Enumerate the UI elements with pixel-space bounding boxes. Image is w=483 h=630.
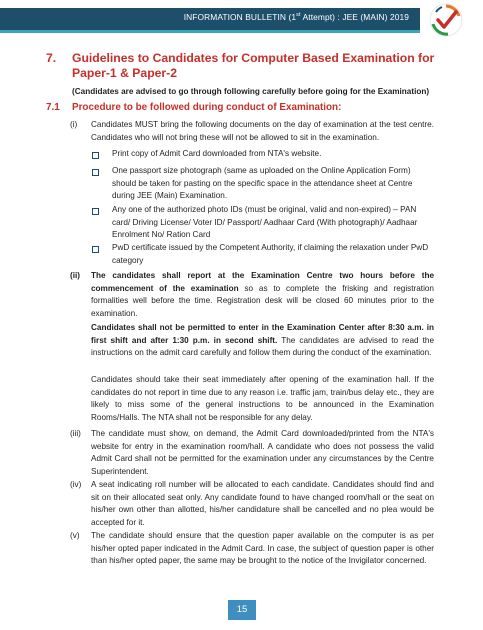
item-number: (i)	[70, 120, 78, 129]
checkbox-bullet-icon	[92, 246, 99, 253]
item-number: (iv)	[70, 480, 82, 489]
page-number: 15	[236, 604, 248, 615]
bullet-text: One passport size photograph (same as uploaded on the Online Application Form) should be taken for pasting on the specific space in the attendance sheet at Centre during JEE (Main) Examination.	[112, 166, 413, 201]
item-number: (v)	[70, 531, 80, 540]
checkbox-bullet-icon	[92, 169, 99, 176]
bulletin-title: INFORMATION BULLETIN (1st Attempt) : JEE (MAIN) 2019	[183, 12, 409, 22]
item-text: The candidate must show, on demand, the Admit Card downloaded/printed from the NTA's website for entry in the examination room/hall. A candidate who does not possess the valid Admit Card shall not be permitted for the examination under any circumstances by the Centre Superintendent.	[91, 429, 434, 476]
section-title: Guidelines to Candidates for Computer Based Examination for Paper-1 & Paper-2	[72, 51, 435, 80]
item-text: A seat indicating roll number will be allocated to each candidate. Candidates should find and sit on their allocated seat only. Any candidate found to have changed room/hall or the seat on his/her own other than allotted, his/her candidature shall be cancelled and no plea would be accepted for it.	[91, 480, 434, 527]
item-number: (ii)	[70, 271, 81, 280]
item-text: The candidates shall report at the Examination Centre two hours before the commencement of the examination so as to complete the frisking and registration formalities well before the time. Registration desk will be closed 60 minutes prior to the examination.	[91, 271, 434, 318]
checkbox-bullet-icon	[92, 208, 99, 215]
subsection-title: Procedure to be followed during conduct of Examination:	[72, 102, 342, 113]
item-number: (iii)	[70, 429, 81, 438]
nta-logo-icon	[428, 2, 464, 38]
section-advice: (Candidates are advised to go through following carefully before going for the Examination)	[72, 87, 430, 96]
bullet-text: Print copy of Admit Card downloaded from NTA's website.	[112, 149, 322, 158]
bullet-text: PwD certificate issued by the Competent Authority, if claiming the relaxation under PwD category	[112, 243, 429, 265]
bullet-text: Any one of the authorized photo IDs (must be original, valid and non-expired) – PAN card/ Driving License/ Voter ID/ Passport/ Aadhaar Card (With photograph)/ Aadhaar Enrolment No/ Ration Card	[112, 205, 418, 240]
subsection-number: 7.1	[46, 102, 60, 113]
item-text: Candidates should take their seat immediately after opening of the examination hall. If the candidates do not report in time due to any reason i.e. traffic jam, train/bus delay etc., they are likely to miss some of the general instructions to be announced in the Examination Rooms/Halls. The NTA shall not be responsible for any delay.	[91, 375, 434, 422]
header-accent-line	[0, 30, 420, 33]
checkbox-bullet-icon	[92, 152, 99, 159]
section-number: 7.	[46, 51, 57, 65]
item-text: The candidate should ensure that the question paper available on the computer is as per his/her opted paper indicated in the Admit Card. In case, the subject of question paper is other than his/her opted paper, the same may be brought to the notice of the Invigilator concerned.	[91, 531, 434, 566]
item-text: Candidates MUST bring the following documents on the day of examination at the test centre. Candidates who will not bring these will not be allowed to sit in the examination.	[91, 120, 434, 142]
item-text: Candidates shall not be permitted to enter in the Examination Center after 8:30 a.m. in first shift and after 1:30 p.m. in second shift. The candidates are advised to read the instructions on the admit card carefully and follow them during the conduct of the examination.	[91, 323, 434, 358]
header-bar	[0, 0, 483, 40]
page-number-badge	[228, 600, 256, 620]
